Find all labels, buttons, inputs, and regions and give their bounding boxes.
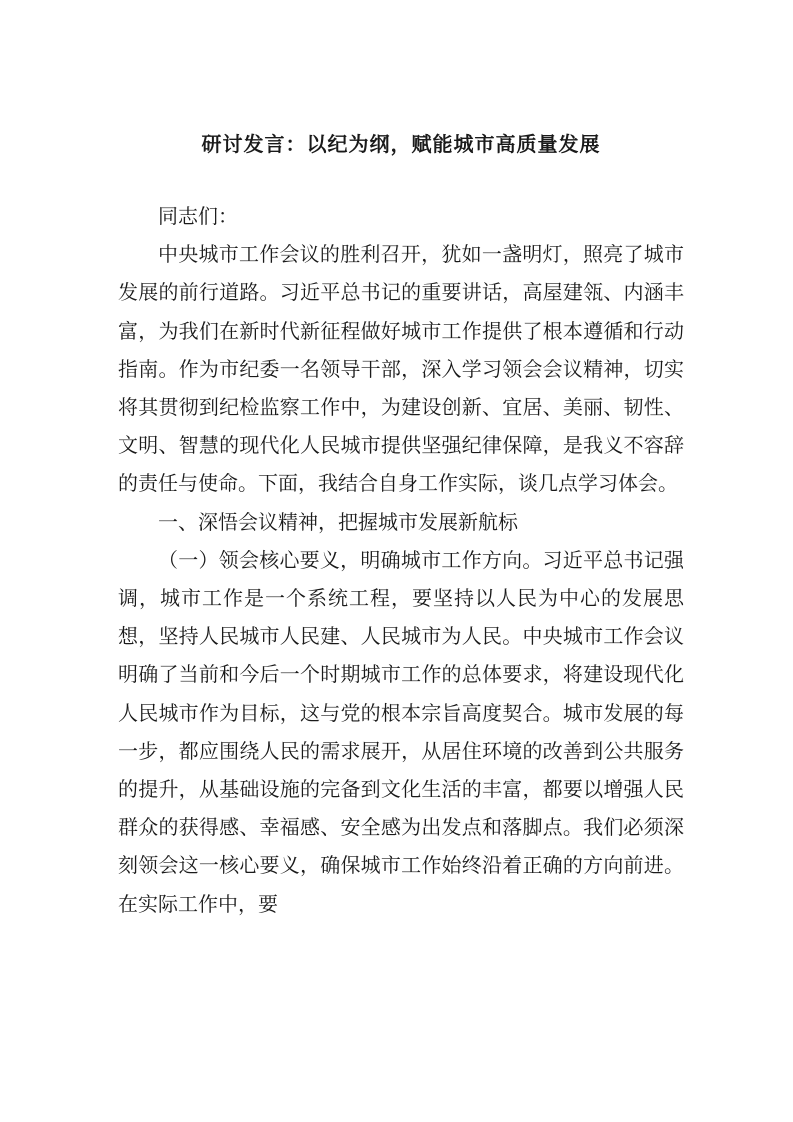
subsection-paragraph-1: （一）领会核心要义，明确城市工作方向。习近平总书记强调，城市工作是一个系统工程，要坚持以人民为中心的发展思想，坚持人民城市人民建、人民城市为人民。中央城市工作会议明确了当前和今后一个时期城市工作的总体要求，将建设现代化人民城市作为目标，这与党的根本宗旨高度契合。城市发展的每一步，都应围绕人民的需求展开，从居住环境的改善到公共服务的提升，从基础设施的完备到文化生活的丰富，都要以增强人民群众的获得感、幸福感、安全感为出发点和落脚点。我们必须深刻领会这一核心要义，确保城市工作始终沿着正确的方向前进。在实际工作中，要 [118,547,684,916]
intro-paragraph: 中央城市工作会议的胜利召开，犹如一盏明灯，照亮了城市发展的前行道路。习近平总书记的重要讲话，高屋建瓴、内涵丰富，为我们在新时代新征程做好城市工作提供了根本遵循和行动指南。作为市纪委一名领导干部，深入学习领会会议精神，切实将其贯彻到纪检监察工作中，为建设创新、宜居、美丽、韧性、文明、智慧的现代化人民城市提供坚强纪律保障，是我义不容辞的责任与使命。下面，我结合自身工作实际，谈几点学习体会。 [118,242,684,496]
document-body [118,197,684,923]
salutation-paragraph: 同志们： [158,204,238,228]
section-heading-1: 一、深悟会议精神，把握城市发展新航标 [158,509,518,534]
document-title: 研讨发言：以纪为纲，赋能城市高质量发展 [201,132,601,156]
